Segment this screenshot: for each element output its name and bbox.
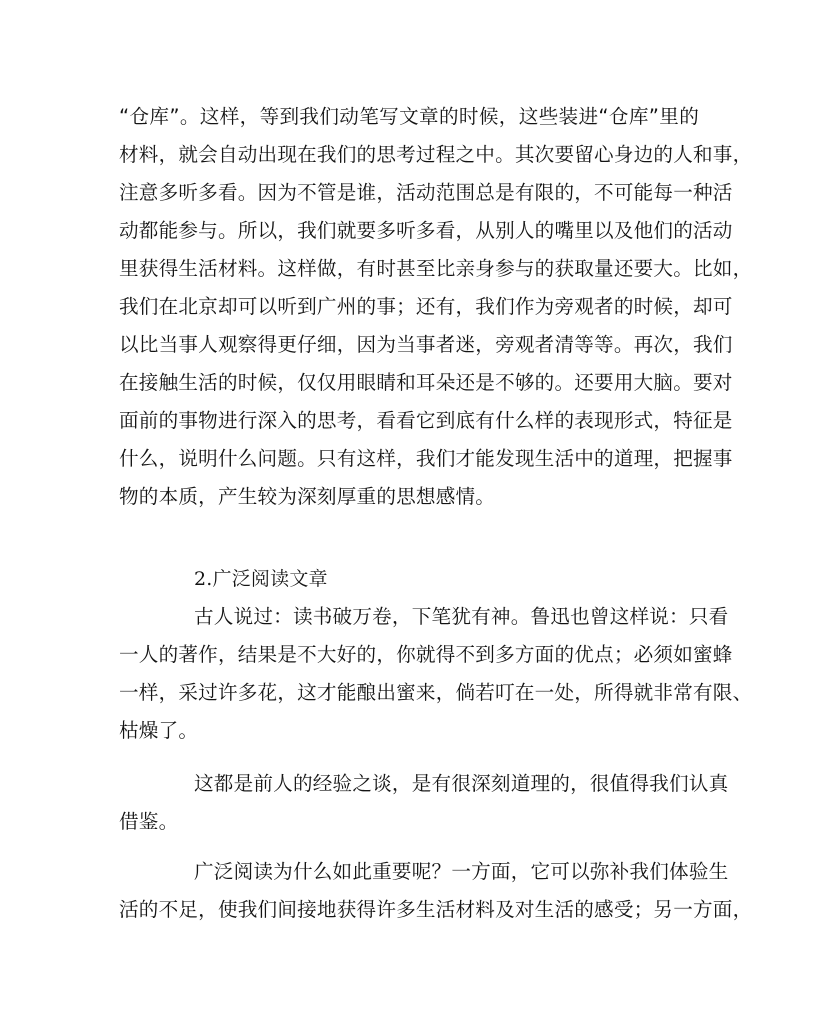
section-heading: 2.广泛阅读文章 [194,568,328,590]
text-line: 什么，说明什么问题。只有这样，我们才能发现生活中的道理，把握事 [119,447,733,470]
text-line: 一样，采过许多花，这才能酿出蜜来，倘若叮在一处，所得就非常有限、 [119,681,753,704]
text-line: 面前的事物进行深入的思考，看看它到底有什么样的表现形式，特征是 [119,409,733,432]
text-line: “仓库”。这样，等到我们动笔写文章的时候，这些装进“仓库”里的 [119,105,699,128]
text-line: 在接触生活的时候，仅仅用眼睛和耳朵还是不够的。还要用大脑。要对 [119,371,733,394]
text-line: 一人的著作，结果是不大好的，你就得不到多方面的优点；必须如蜜蜂 [119,643,733,666]
text-line: 物的本质，产生较为深刻厚重的思想感情。 [119,485,496,508]
text-line: 借鉴。 [119,810,179,833]
text-line: 以比当事人观察得更仔细，因为当事者迷，旁观者清等等。再次，我们 [119,333,733,356]
text-line: 材料，就会自动出现在我们的思考过程之中。其次要留心身边的人和事， [119,143,753,166]
text-line: 动都能参与。所以，我们就要多听多看，从别人的嘴里以及他们的活动 [119,219,733,242]
text-line: 里获得生活材料。这样做，有时甚至比亲身参与的获取量还要大。比如， [119,257,753,280]
text-line: 古人说过：读书破万卷，下笔犹有神。鲁迅也曾这样说：只看 [194,605,729,628]
text-line: 这都是前人的经验之谈，是有很深刻道理的，很值得我们认真 [194,772,729,795]
text-line: 枯燥了。 [119,719,199,742]
text-line: 活的不足，使我们间接地获得许多生活材料及对生活的感受；另一方面， [119,898,753,921]
text-line: 注意多听多看。因为不管是谁，活动范围总是有限的，不可能每一种活 [119,181,733,204]
text-line: 广泛阅读为什么如此重要呢？一方面，它可以弥补我们体验生 [194,860,729,883]
text-line: 我们在北京却可以听到广州的事；还有，我们作为旁观者的时候，却可 [119,295,733,318]
